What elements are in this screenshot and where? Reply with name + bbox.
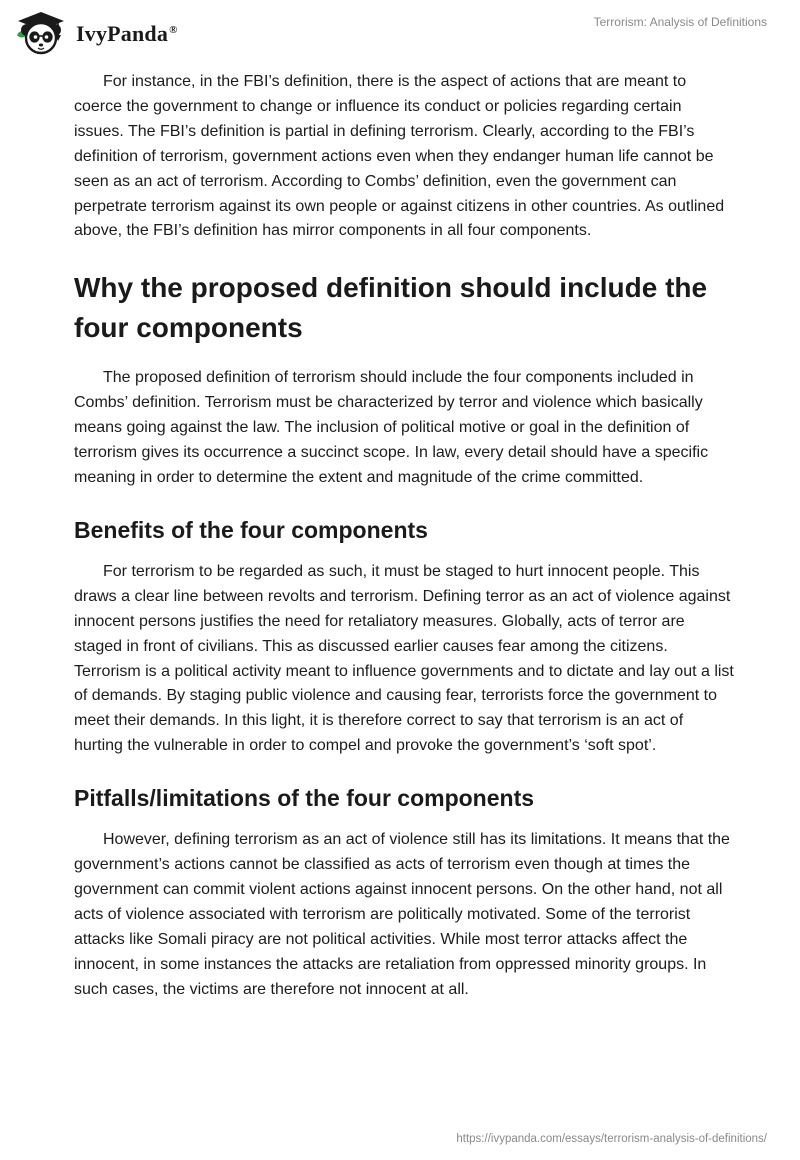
paragraph-pitfalls: However, defining terrorism as an act of violence still has its limitations. It means that the government’s actions cannot be classified as acts of terrorism even though at times the government can commit violent actions against innocent persons. On the other hand, not all acts of violence associated with terrorism are politically motivated. Some of the terrorist attacks like Somali piracy are not political activities. While most terror attacks affect the innocent, in some instances the attacks are retaliation from oppressed minority groups. In such cases, the victims are therefore not innocent at all. [74, 831, 730, 998]
footer-source-url[interactable]: https://ivypanda.com/essays/terrorism-analysis-of-definitions/ [456, 1133, 767, 1145]
brand-label: IvyPanda [76, 21, 169, 46]
section-heading-pitfalls: Pitfalls/limitations of the four components [74, 785, 535, 812]
section-heading-benefits: Benefits of the four components [74, 516, 428, 543]
document-title: Terrorism: Analysis of Definitions [593, 15, 767, 29]
paragraph-fbi-definition: For instance, in the FBI’s definition, there is the aspect of actions that are meant to coerce the government to change or influence its conduct or policies regarding certain issues. The FBI’s definition is partial in defining terrorism. Clearly, according to the FBI’s definition of terrorism, government actions even when they endanger human life cannot be seen as an act of terrorism. According to Combs’ definition, even the government can perpetrate terrorism against its own people or against citizens in other countries. As outlined above, the FBI’s definition has mirror components in all four components. [74, 73, 725, 240]
registered-mark: ® [169, 23, 178, 36]
ivypanda-logo[interactable] [14, 8, 178, 56]
section-heading-why-include: Why the proposed definition should include the four components [74, 272, 708, 344]
panda-graduate-logo-icon [14, 8, 72, 56]
paragraph-benefits: For terrorism to be regarded as such, it must be staged to hurt innocent people. This draws a clear line between revolts and terrorism. Defining terror as an act of violence against innocent persons justifies the need for retaliatory measures. Globally, acts of terror are staged in front of civilians. This as discussed earlier causes fear among the citizens. Terrorism is a political activity meant to influence governments and to dictate and lay out a list of demands. By staging public violence and causing fear, terrorists force the government to meet their demands. In this light, it is therefore correct to say that terrorism is an act of hurting the vulnerable in order to compel and provoke the government’s ‘soft spot’. [74, 562, 734, 755]
paragraph-proposed-definition: The proposed definition of terrorism should include the four components included in Combs’ definition. Terrorism must be characterized by terror and violence which basically means going against the law. The inclusion of political motive or goal in the definition of terrorism gives its occurrence a succinct scope. In law, every detail should have a specific meaning in order to determine the extent and magnitude of the crime committed. [74, 369, 709, 486]
brand-name [76, 21, 178, 47]
article-body [74, 70, 734, 1002]
page-header [0, 0, 800, 60]
